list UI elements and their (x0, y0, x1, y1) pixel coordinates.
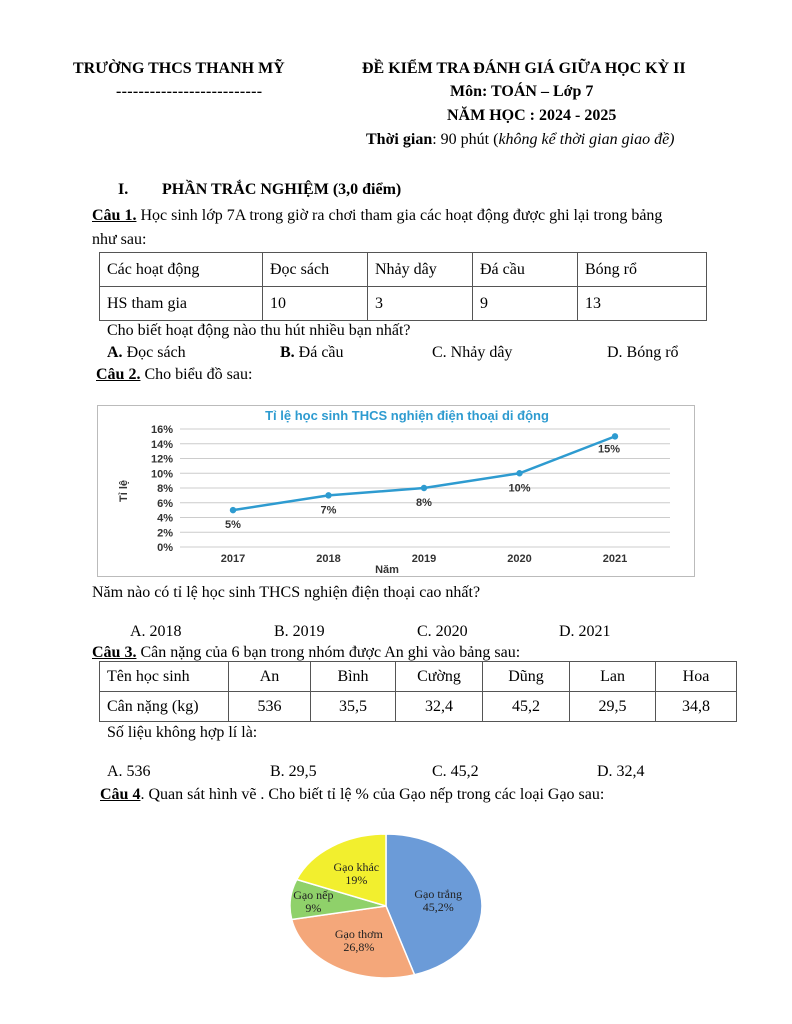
chart-y-tick-label: 4% (157, 512, 173, 525)
q1-cell: Nhảy dây (368, 253, 473, 287)
chart-y-tick-label: 6% (157, 497, 173, 510)
q3-table (99, 661, 737, 722)
q1-cell: 9 (473, 287, 578, 321)
pie-slice-label: Gạo trắng (414, 887, 463, 902)
q3-cell: 29,5 (570, 692, 656, 722)
school-name: TRƯỜNG THCS THANH MỸ (73, 60, 285, 77)
chart-y-tick-label: 8% (157, 483, 173, 495)
chart-x-tick-label: 2019 (411, 553, 437, 565)
q1-option-a-text: Đọc sách (122, 344, 186, 361)
chart-title: Tỉ lệ học sinh THCS nghiện điện thoại di động (265, 408, 549, 423)
q1-cell: Các hoạt động (100, 253, 263, 287)
q3-text: Cân nặng của 6 bạn trong nhóm được An ghi vào bảng sau: (136, 644, 521, 661)
chart-data-label: 15% (597, 443, 621, 456)
q3-cell: Lan (570, 662, 656, 692)
q4-text: . Quan sát hình vẽ . Cho biết tỉ lệ % của Gạo nếp trong các loại Gạo sau: (140, 786, 605, 803)
chart-x-axis-label: Năm (375, 564, 399, 576)
q3-cell: 45,2 (483, 692, 570, 722)
q3-cell: 32,4 (396, 692, 483, 722)
q3-label: Câu 3. (92, 644, 137, 661)
pie-slice-label: Gạo nếp (293, 887, 334, 902)
q3-option-a: A. 536 (107, 763, 151, 780)
chart-x-tick-label: 2018 (316, 553, 341, 565)
q3-cell: Bình (311, 662, 396, 692)
q1-cell: 10 (263, 287, 368, 321)
q3-option-d: D. 32,4 (597, 763, 645, 780)
q1-cell: HS tham gia (100, 287, 263, 321)
q1-stem (92, 207, 662, 225)
q1-option-a (107, 344, 186, 362)
q1-label: Câu 1. (92, 207, 137, 224)
q1-question: Cho biết hoạt động nào thu hút nhiều bạn nhất? (107, 322, 411, 339)
line-chart (97, 405, 695, 577)
q3-cell: An (229, 662, 311, 692)
chart-y-tick-label: 14% (150, 438, 173, 451)
chart-data-label: 8% (416, 497, 432, 509)
q1-table-data-row (100, 287, 707, 321)
q2-option-c: C. 2020 (417, 623, 468, 640)
chart-y-tick-label: 10% (150, 468, 173, 481)
q2-option-b: B. 2019 (274, 623, 325, 640)
chart-x-tick-label: 2017 (220, 553, 246, 565)
q1-text: Học sinh lớp 7A trong giờ ra chơi tham gia các hoạt động được ghi lại trong bảng (136, 207, 663, 224)
chart-data-point (612, 433, 618, 439)
q1-option-b-text: Đá cầu (294, 344, 344, 361)
q1-cell: 3 (368, 287, 473, 321)
q1-table-header-row (100, 253, 707, 287)
section-title: PHẦN TRẮC NGHIỆM (3,0 điểm) (162, 181, 402, 198)
chart-y-axis-label: Tỉ lệ (118, 479, 130, 503)
q3-cell: 34,8 (656, 692, 737, 722)
pie-slice-value: 26,8% (343, 939, 375, 954)
q1-option-b (280, 344, 344, 362)
exam-subject: Môn: TOÁN – Lớp 7 (450, 83, 594, 100)
q3-cell: Cường (396, 662, 483, 692)
chart-data-label: 7% (320, 504, 337, 517)
q3-cell: Tên học sinh (100, 662, 229, 692)
q1-option-b-label: B. (280, 344, 295, 361)
q1-cell: 13 (578, 287, 707, 321)
chart-y-tick-label: 16% (150, 424, 173, 436)
chart-data-point (421, 485, 427, 491)
q3-cell: Cân nặng (kg) (100, 692, 229, 722)
chart-x-tick-label: 2020 (507, 553, 532, 565)
pie-slice-label: Gạo khác (333, 860, 380, 875)
exam-time (366, 131, 675, 149)
q3-option-c: C. 45,2 (432, 763, 479, 780)
chart-data-label: 5% (225, 519, 241, 532)
q2-option-d: D. 2021 (559, 623, 611, 640)
pie-slice-label: Gạo thơm (334, 926, 383, 941)
exam-time-note: không kể thời gian giao đề) (498, 131, 675, 148)
chart-data-label: 10% (508, 482, 531, 495)
header-divider: -------------------------- (116, 83, 263, 100)
q2-option-a: A. 2018 (130, 623, 182, 640)
exam-time-value: : 90 phút ( (432, 131, 499, 148)
q1-option-d: D. Bóng rổ (607, 344, 679, 361)
q1-cell: Bóng rổ (578, 253, 707, 287)
q2-label: Câu 2. (96, 366, 141, 383)
q1-option-c: C. Nhảy dây (432, 344, 513, 361)
q3-table-header-row (100, 662, 737, 692)
chart-data-point (230, 507, 236, 513)
q1-table (99, 252, 707, 321)
q2-stem (96, 366, 252, 384)
q1-cell: Đá cầu (473, 253, 578, 287)
q3-cell: 536 (229, 692, 311, 722)
exam-title: ĐỀ KIỂM TRA ĐÁNH GIÁ GIỮA HỌC KỲ II (362, 60, 686, 77)
q4-label: Câu 4 (100, 786, 141, 803)
q1-text-cont: như sau: (92, 231, 147, 248)
q3-cell: Dũng (483, 662, 570, 692)
q3-stem (92, 644, 520, 662)
q3-cell: 35,5 (311, 692, 396, 722)
chart-data-point (516, 470, 522, 476)
school-year: NĂM HỌC : 2024 - 2025 (447, 107, 617, 124)
q1-cell: Đọc sách (263, 253, 368, 287)
q4-stem (100, 786, 604, 804)
chart-y-tick-label: 12% (150, 453, 173, 466)
pie-slice-value: 19% (345, 873, 368, 888)
pie-slice-value: 45,2% (422, 900, 454, 915)
q2-text: Cho biểu đồ sau: (140, 366, 253, 383)
q1-option-a-label: A. (107, 344, 123, 361)
q3-table-data-row (100, 692, 737, 722)
chart-y-tick-label: 2% (157, 527, 173, 540)
pie-chart (280, 820, 492, 992)
pie-slice-value: 9% (305, 900, 322, 915)
exam-time-label: Thời gian (366, 131, 433, 148)
section-number: I. (118, 181, 129, 198)
chart-data-point (325, 492, 331, 498)
chart-y-tick-label: 0% (157, 542, 173, 554)
chart-x-tick-label: 2021 (602, 553, 628, 565)
q3-question: Số liệu không hợp lí là: (107, 724, 258, 741)
q3-option-b: B. 29,5 (270, 763, 317, 780)
q2-question: Năm nào có tỉ lệ học sinh THCS nghiện điện thoại cao nhất? (92, 584, 481, 601)
q3-cell: Hoa (656, 662, 737, 692)
